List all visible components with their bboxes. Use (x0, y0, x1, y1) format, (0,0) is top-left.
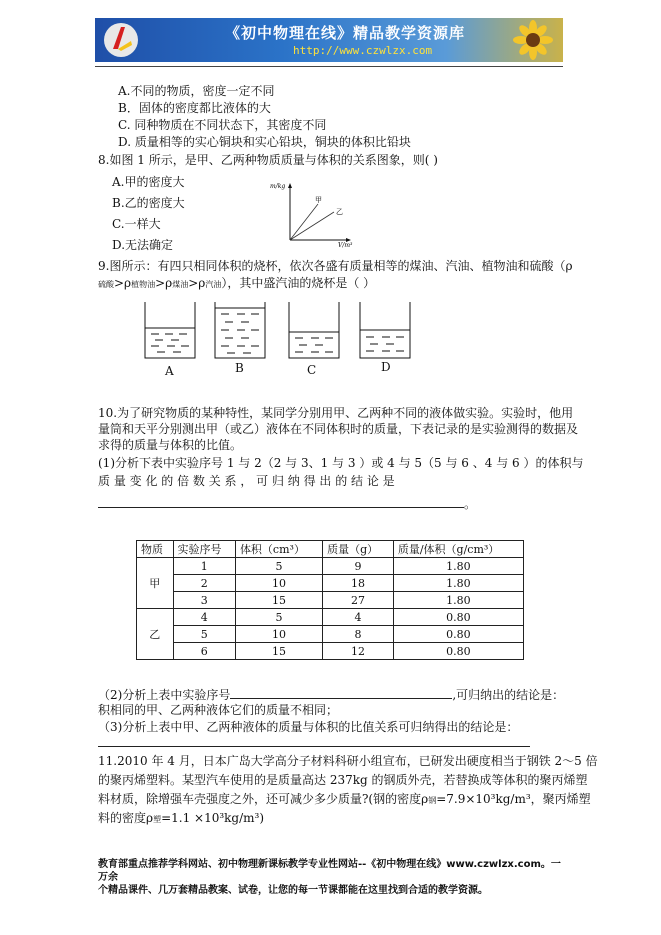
q10-sub1-answer-line: 。 (98, 493, 476, 512)
q10-para-line2: 量筒和天平分别测出甲（或乙）液体在不同体积时的质量，下表记录的是实验测得的数据及 (98, 422, 579, 436)
table-cell: 0.80 (393, 643, 523, 660)
beaker-label-a: A (165, 364, 174, 378)
q10-sub2-line1: （2)分析上表中实验序号 ,可归纳出的结论是： (98, 688, 565, 702)
q10-sub1-line1: (1)分析下表中实验序号 1 与 2（2 与 3、1 与 3 ）或 4 与 5（5 与 6 、4 与 6 ）的体积与 (98, 456, 584, 470)
table-cell: 5 (173, 626, 235, 643)
table-cell: 18 (323, 575, 394, 592)
beaker-label-c: C (307, 363, 317, 377)
table-cell: 4 (323, 609, 394, 626)
graph-label-jia: 甲 (315, 196, 322, 204)
table-cell: 1.80 (393, 592, 523, 609)
header-banner (95, 18, 563, 62)
footer-text (98, 858, 568, 897)
beaker-a (143, 300, 198, 360)
table-row (137, 592, 524, 609)
q8-option-a: A.甲的密度大 (112, 175, 185, 189)
header-url[interactable]: http://www.czwlzx.com (293, 44, 433, 57)
table-header-row (137, 541, 524, 558)
table-cell: 1.80 (393, 575, 523, 592)
graph-line-jia (290, 204, 318, 240)
q10-para-line1: 10.为了研究物质的某种特性，某同学分别用甲、乙两种不同的液体做实验。实验时，他用 (98, 406, 574, 420)
table-cell: 0.80 (393, 609, 523, 626)
table-row (137, 575, 524, 592)
q10-sub1-line2: 质 量 变 化 的 倍 数 关 系 ， 可 归 纳 得 出 的 结 论 是 (98, 474, 395, 488)
table-cell: 15 (235, 592, 322, 609)
table-row (137, 643, 524, 660)
sunflower-icon (499, 20, 559, 60)
table-row (137, 558, 524, 575)
experiment-table (136, 540, 524, 660)
table-cell: 9 (323, 558, 394, 575)
table-cell: 10 (235, 626, 322, 643)
table-substance-cell: 甲 (137, 558, 174, 609)
q11-line2: 的聚丙烯塑料。某型汽车使用的是质量高达 237kg 的钢质外壳，若替换成等体积的聚丙烯塑 (98, 773, 588, 787)
table-cell: 5 (235, 609, 322, 626)
q8-option-b: B.乙的密度大 (112, 196, 185, 210)
table-header-cell: 物质 (137, 541, 174, 558)
site-logo-icon (101, 21, 141, 59)
graph-line-yi (290, 212, 334, 240)
graph-label-yi: 乙 (336, 208, 343, 216)
table-cell: 0.80 (393, 626, 523, 643)
q10-sub3: （3)分析上表中甲、乙两种液体的质量与体积的比值关系可归纳得出的结论是： (98, 720, 519, 734)
table-cell: 3 (173, 592, 235, 609)
beaker-c (287, 300, 342, 360)
table-cell: 6 (173, 643, 235, 660)
q10-sub3-answer-line (98, 746, 530, 747)
table-row (137, 626, 524, 643)
q11-line3: 料材质，除增强车壳强度之外，还可减少多少质量?(钢的密度ρ钢=7.9×10³kg/m³，聚丙烯塑 (98, 792, 591, 806)
q9-stem-line2: 硫酸>ρ植物油>ρ煤油>ρ汽油），其中盛汽油的烧杯是（ ） (98, 276, 376, 290)
beaker-label-d: D (381, 360, 391, 374)
table-cell: 4 (173, 609, 235, 626)
table-row (137, 609, 524, 626)
table-cell: 8 (323, 626, 394, 643)
q8-option-c: C.一样大 (112, 217, 161, 231)
q7-option-c: C. 同种物质在不同状态下，其密度不同 (118, 118, 327, 132)
q8-option-d: D.无法确定 (112, 238, 174, 252)
table-cell: 15 (235, 643, 322, 660)
table-header-cell: 质量/体积（g/cm³） (393, 541, 523, 558)
footer-line1: 教育部重点推荐学科网站、初中物理新课标教学专业性网站--《初中物理在线》www.czwlzx.com。一万余 (98, 859, 561, 883)
beaker-b (213, 300, 268, 360)
q8-stem: 8.如图 1 所示，是甲、乙两种物质质量与体积的关系图象，则( ) (98, 153, 438, 167)
q10-para-line3: 求得的质量与体积的比值。 (98, 438, 243, 452)
graph-ylabel: m/kg (270, 183, 286, 190)
table-cell: 10 (235, 575, 322, 592)
table-cell: 27 (323, 592, 394, 609)
table-header-cell: 体积（cm³） (235, 541, 322, 558)
header-title: 《初中物理在线》精品教学资源库 (225, 24, 466, 42)
table-cell: 1 (173, 558, 235, 575)
table-substance-cell: 乙 (137, 609, 174, 660)
q7-option-a: A.不同的物质，密度一定不同 (118, 84, 275, 98)
table-cell: 2 (173, 575, 235, 592)
q11-line1: 11.2010 年 4 月，日本广岛大学高分子材料科研小组宣布，已研发出硬度相当于钢铁 2～5 倍 (98, 754, 598, 768)
table-header-cell: 实验序号 (173, 541, 235, 558)
q7-option-b: B．固体的密度都比液体的大 (118, 101, 271, 115)
q10-sub2-line2: 积相同的甲、乙两种液体它们的质量不相同； (98, 703, 339, 717)
q11-line4: 料的密度ρ塑=1.1 ×10³kg/m³) (98, 811, 265, 825)
beaker-d (358, 300, 413, 360)
q9-stem-line1: 9.图所示：有四只相同体积的烧杯，依次各盛有质量相等的煤油、汽油、植物油和硫酸（ρ (98, 259, 573, 273)
beaker-label-b: B (235, 361, 244, 375)
mass-volume-graph (262, 180, 362, 248)
table-header-cell: 质量（g） (323, 541, 394, 558)
q7-option-d: D. 质量相等的实心铜块和实心铅块，铜块的体积比铅块 (118, 135, 411, 149)
table-cell: 5 (235, 558, 322, 575)
table-cell: 1.80 (393, 558, 523, 575)
graph-xlabel: V/m³ (338, 242, 353, 248)
table-cell: 12 (323, 643, 394, 660)
footer-line2: 个精品课件、几万套精品教案、试卷，让您的每一节课都能在这里找到合适的教学资源。 (98, 885, 488, 896)
header-divider (95, 66, 563, 67)
